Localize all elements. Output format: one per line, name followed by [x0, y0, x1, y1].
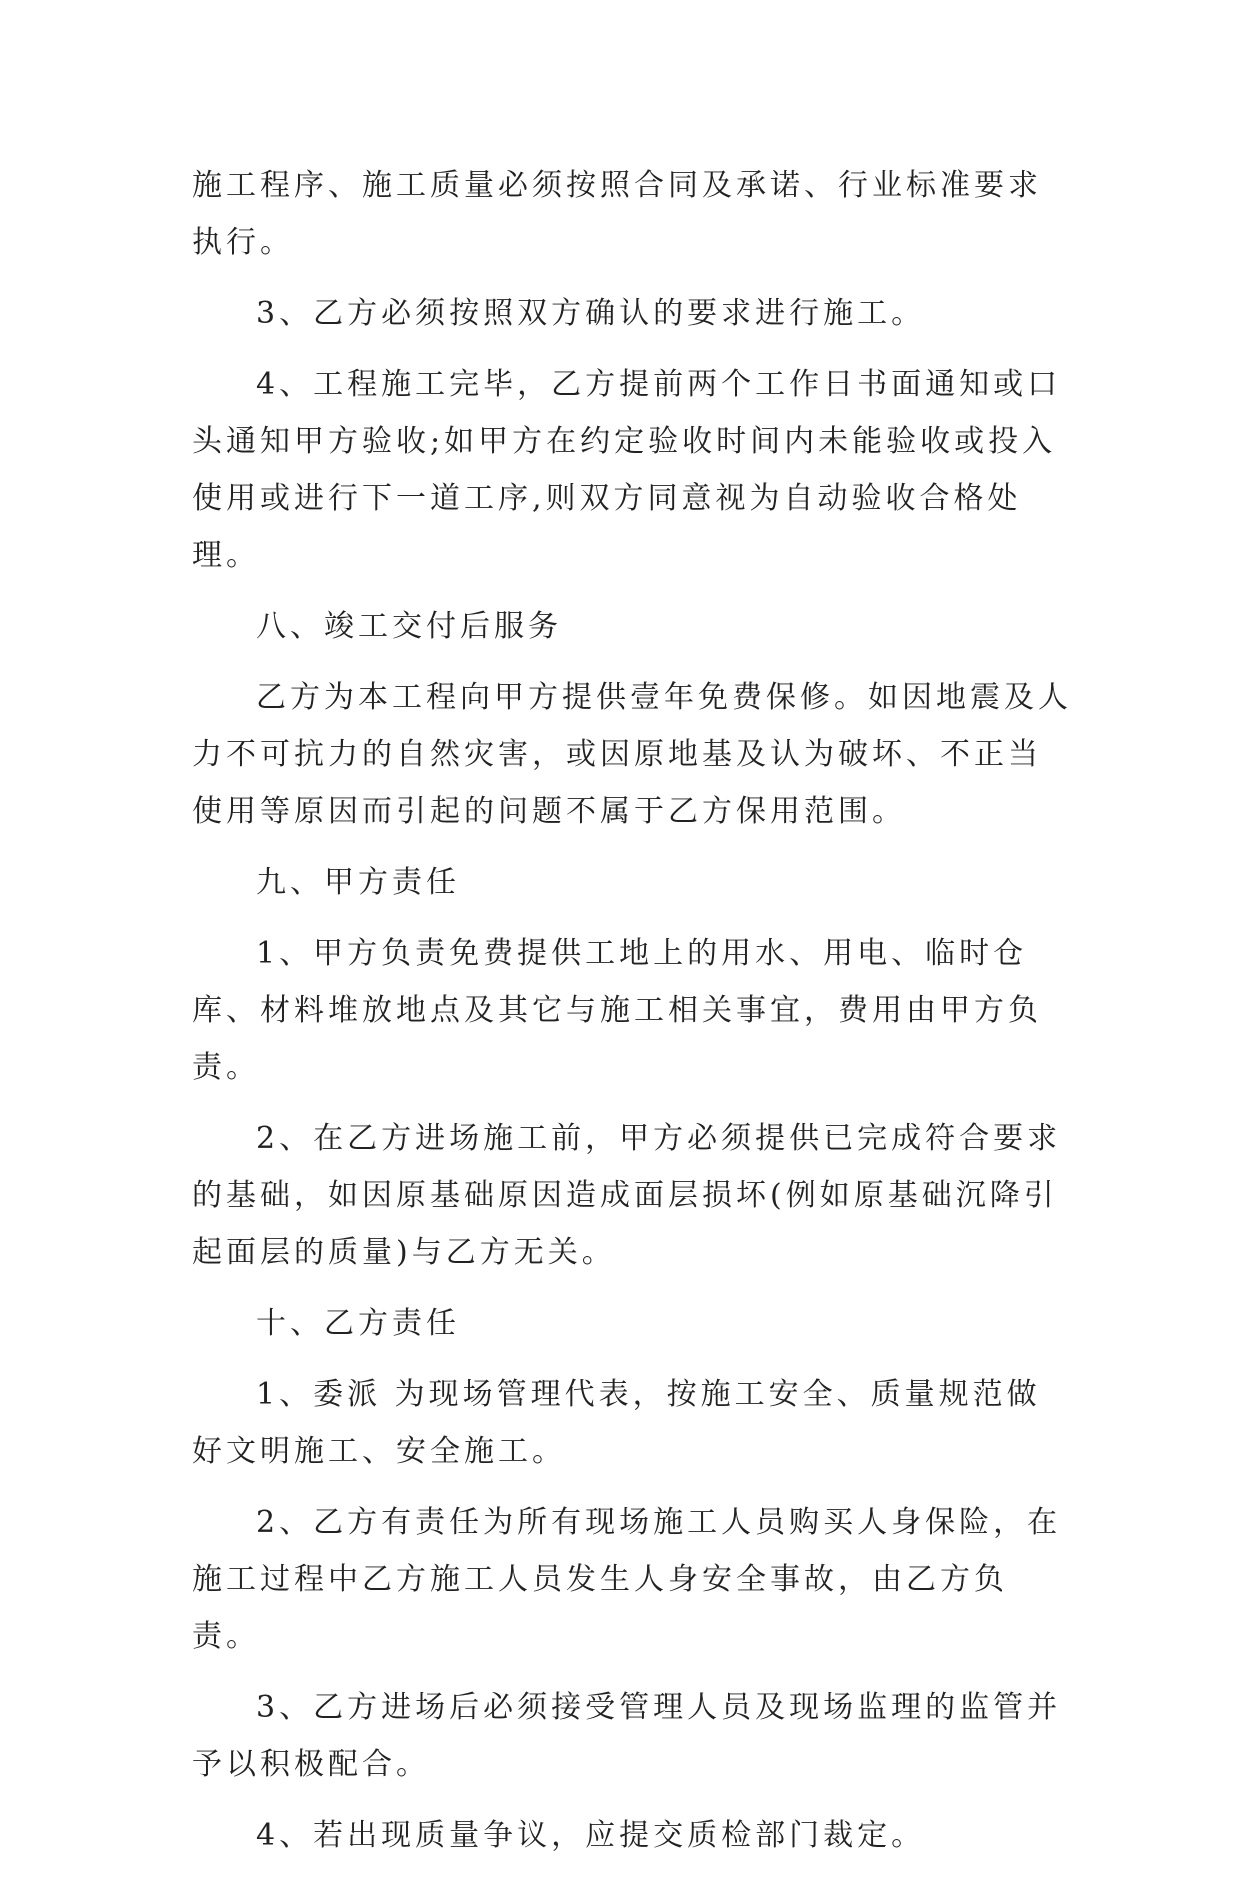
paragraph-party-a-clause-2: 2、在乙方进场施工前，甲方必须提供已完成符合要求的基础，如因原基础原因造成面层损坏(例如原基础沉降引起面层的质量)与乙方无关。: [192, 1121, 1062, 1270]
section-heading-after-sales-service: 八、竣工交付后服务: [256, 609, 562, 644]
paragraph-party-b-clause-3: 3、乙方进场后必须接受管理人员及现场监理的监管并予以积极配合。: [192, 1690, 1062, 1782]
paragraph-warranty: 乙方为本工程向甲方提供壹年免费保修。如因地震及人力不可抗力的自然灾害，或因原地基及认为破坏、不正当使用等原因而引起的问题不属于乙方保用范围。: [192, 680, 1072, 829]
paragraph-party-b-clause-2: 2、乙方有责任为所有现场施工人员购买人身保险，在施工过程中乙方施工人员发生人身安全事故，由乙方负责。: [192, 1505, 1062, 1654]
section-heading-party-b-responsibility: 十、乙方责任: [256, 1306, 460, 1341]
paragraph-party-b-clause-1: 1、委派 为现场管理代表，按施工安全、质量规范做好文明施工、安全施工。: [192, 1377, 1041, 1469]
paragraph-clause-4-acceptance: 4、工程施工完毕，乙方提前两个工作日书面通知或口头通知甲方验收;如甲方在约定验收时间内未能验收或投入使用或进行下一道工序,则双方同意视为自动验收合格处理。: [192, 367, 1062, 573]
section-heading-party-a-responsibility: 九、甲方责任: [256, 865, 460, 900]
paragraph-clause-3-construction-requirements: 3、乙方必须按照双方确认的要求进行施工。: [256, 296, 926, 331]
document-body: [192, 157, 1072, 1878]
paragraph-party-a-clause-1: 1、甲方负责免费提供工地上的用水、用电、临时仓库、材料堆放地点及其它与施工相关事宜，费用由甲方负责。: [192, 936, 1042, 1085]
paragraph-construction-procedure: 施工程序、施工质量必须按照合同及承诺、行业标准要求执行。: [192, 168, 1042, 260]
paragraph-party-b-clause-4: 4、若出现质量争议，应提交质检部门裁定。: [256, 1818, 926, 1853]
